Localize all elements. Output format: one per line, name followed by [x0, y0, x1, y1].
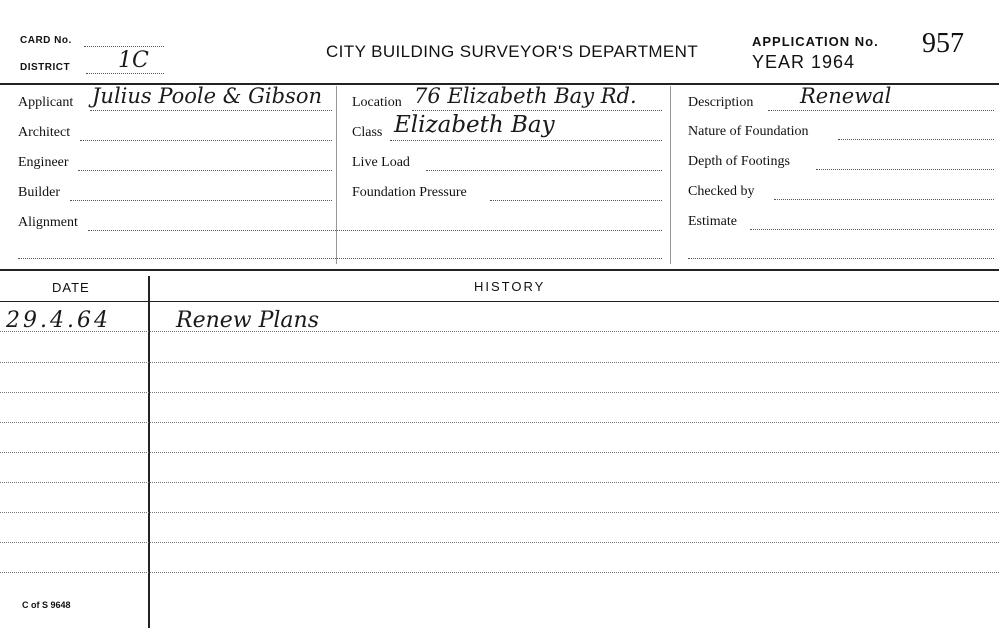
district-line — [86, 73, 164, 74]
applicant-line — [90, 110, 332, 111]
alignment-line — [88, 230, 662, 231]
history-rule — [0, 362, 999, 363]
history-rule — [0, 422, 999, 423]
history-header: HISTORY — [474, 279, 546, 294]
builder-label: Builder — [18, 185, 60, 200]
application-no-value: 957 — [922, 28, 964, 59]
applicant-value: Julius Poole & Gibson — [92, 84, 322, 108]
architect-line — [80, 140, 332, 141]
history-entry-date: 29.4.64 — [6, 308, 111, 333]
engineer-label: Engineer — [18, 155, 69, 170]
class-line — [390, 140, 662, 141]
estimate-line — [750, 229, 994, 230]
alignment-label: Alignment — [18, 215, 78, 230]
extra-line — [18, 258, 662, 259]
application-no-label: APPLICATION No. — [752, 34, 879, 49]
location-line — [412, 110, 662, 111]
foundation-pressure-line — [490, 200, 662, 201]
description-line — [768, 110, 994, 111]
nature-of-foundation-label: Nature of Foundation — [688, 124, 809, 139]
description-label: Description — [688, 95, 754, 110]
estimate-label: Estimate — [688, 214, 737, 229]
location-label: Location — [352, 95, 402, 110]
live-load-label: Live Load — [352, 155, 410, 170]
history-rule — [0, 512, 999, 513]
year-label: YEAR 1964 — [752, 52, 856, 72]
department-title: CITY BUILDING SURVEYOR'S DEPARTMENT — [326, 42, 699, 61]
card-no-line — [84, 46, 164, 47]
field-separator-1 — [336, 86, 337, 264]
class-value: Elizabeth Bay — [394, 112, 555, 138]
history-rule — [0, 452, 999, 453]
date-header: DATE — [52, 280, 90, 295]
architect-label: Architect — [18, 125, 71, 140]
builder-line — [70, 200, 332, 201]
location-value: 76 Elizabeth Bay Rd. — [414, 84, 637, 108]
depth-of-footings-label: Depth of Footings — [688, 154, 790, 169]
description-value: Renewal — [800, 84, 892, 108]
history-rule — [0, 572, 999, 573]
history-rule — [0, 331, 999, 332]
history-top-rule — [0, 269, 999, 271]
history-entry-text: Renew Plans — [176, 308, 320, 333]
card-no-label: CARD No. — [20, 35, 72, 46]
field-separator-2 — [670, 86, 671, 264]
history-rule — [0, 542, 999, 543]
district-label: DISTRICT — [20, 62, 71, 73]
foundation-pressure-label: Foundation Pressure — [352, 185, 467, 200]
checked-by-line — [774, 199, 994, 200]
history-rule — [0, 482, 999, 483]
form-code: C of S 9648 — [22, 600, 71, 610]
depth-of-footings-line — [816, 169, 994, 170]
live-load-line — [426, 170, 662, 171]
nature-of-foundation-line — [838, 139, 994, 140]
applicant-label: Applicant — [18, 95, 74, 110]
estimate-extra-line — [688, 258, 994, 259]
engineer-line — [78, 170, 332, 171]
history-rule — [0, 392, 999, 393]
district-value: 1C — [118, 48, 149, 73]
checked-by-label: Checked by — [688, 184, 755, 199]
class-label: Class — [352, 125, 383, 140]
